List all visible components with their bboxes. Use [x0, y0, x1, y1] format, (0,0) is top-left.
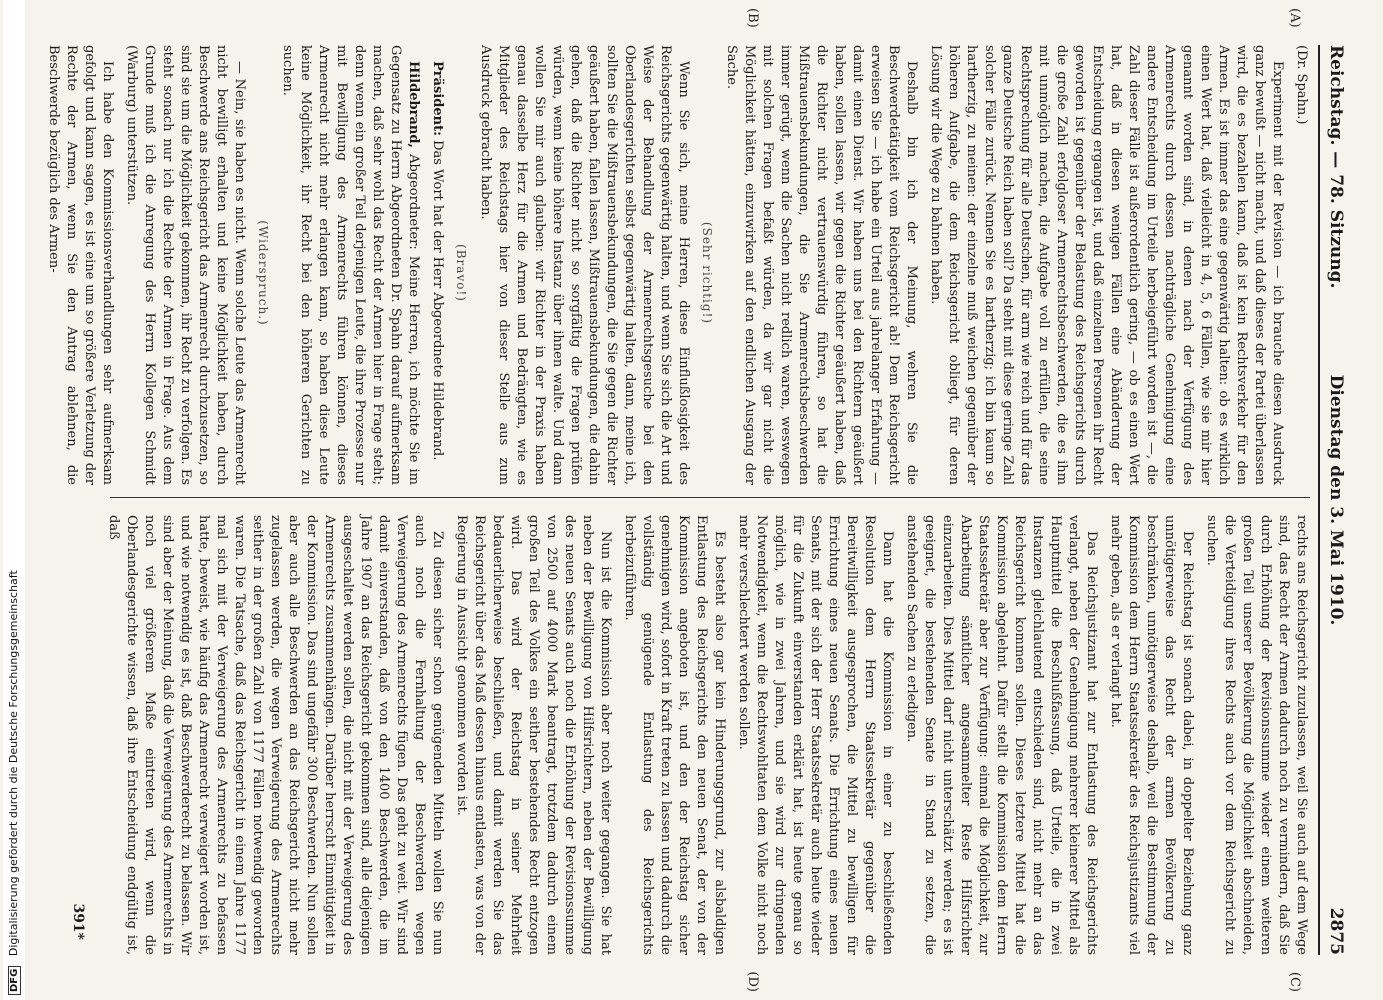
digitization-credit [7, 570, 21, 995]
president-label: Präsident: [430, 61, 445, 136]
header-page-number: 2875 [1326, 907, 1346, 955]
margin-marker-c: (C) [1287, 971, 1302, 992]
president-text: Das Wort hat der Herr Abgeordnete Hildebrand. [430, 140, 445, 461]
left-paragraph: — Nein, sie haben es nicht. Wenn solche Leute das Armenrecht nicht bewilligt erhalten und keine Möglichkeit haben, durch Beschwerde ans Reichsgericht das Armenrecht durchzusetzen, so sind sie um die Möglichkeit gekommen, ihr Recht zu verfolgen. Es steht sonach nur ich die Rechte der Armen in Frage. Aus dem Grunde muß ich die Anregung des Herrn Kollegen Schmidt (Warburg) unterstützen. [124, 45, 247, 485]
left-paragraph: Wenn Sie sich, meine Herren, diese Einflußlosigkeit des Reichsgerichts gegenwärtig halten, und wenn Sie sich die Art und Weise der Behandlung der Armenrechtsgesuche bei den Oberlandesgerichten selbst gegenwärtig halten, dann, meine ich, sollten Sie die Mißtrauensbekundungen, die Sie gegen die Richter geäußert haben, fallen lassen, Mißtrauensbekundungen, die dahin gehen, daß die Richter nicht so sorgfältig die Fragen prüfen würden, wenn keine höhere Instanz über ihnen walte. Und dann wollen Sie mir auch glauben: wir Richter in der Praxis haben genau dasselbe Herz für die Armen und Bedrängten, wie es Mitglieder des Reichstags hier von dieser Stelle aus zum Ausdruck gebracht haben. [478, 45, 691, 485]
right-paragraph: Nun ist die Kommission aber noch weiter gegangen. Sie hat neben der Bewilligung von Hilfsrichtern, neben der Bewilligung des neuen Senats auch noch die Erhöhung der Revisionssumme von 2500 auf 4000 Mark beantragt, trotzdem dadurch einem großen Teil des Volkes ein seither bestehendes Recht entzogen wird. Das wird der Reichstag in seiner Mehrheit bedauerlicherweise beschließen, und damit werden Sie das Reichsgericht über das Maß dessen hinaus entlasten, was von der Regierung in Aussicht genommen worden ist. [454, 515, 613, 955]
interjection: (Widerspruch.) [256, 220, 270, 326]
right-paragraph: Es besteht also gar kein Hinderungsgrund, zur alsbaldigen Entlastung des Reichsgerichts den neuen Senat, der von der Kommission angeboten ist, und den der Reichstag sicher genehmigen wird, sofort in Kraft treten zu lassen und dadurch die vollständig genügende Entlastung des Reichsgerichts herbeizuführen. [622, 515, 727, 955]
hildebrand-text: Abgeordneter: Meine Herren, ich möchte Sie im Gegensatz zu Herrn Abgeordneten Dr. Spahn darauf aufmerksam machen, daß sehr wohl das Recht der Armen hier in Frage steht; denn wenn ein großer Teil derjenigen Leute, die ihre Prozesse nur mit Bewilligung des Armenrechts führen können, dieses Armenrecht nicht mehr erlangen kann, so haben diese Leute keine Möglichkeit, ihr Recht bei den höheren Gerichten zu suchen. [280, 45, 421, 485]
margin-marker-a: (A) [1287, 8, 1302, 28]
dfg-logo-icon: DFG [8, 966, 21, 995]
right-paragraph: Der Reichstag ist sonach dabei, in doppelter Beziehung ganz unnötigerweise das Recht der armen Bevölkerung zu beschränken, unnötigerweise deshalb, weil die Bestimmung der Kommission dem Herrn Staatssekretär des Reichsjustizamts viel mehr geben, als er verlangt hat. [1108, 515, 1195, 955]
left-paragraph: Deshalb bin ich der Meinung, wehren Sie die Beschwerdetätigkeit vom Reichsgericht ab! Dem Reichsgericht erweisen Sie — ich habe ein Urteil aus jahrelanger Erfahrung — damit einen Dienst. Wir haben uns bei den Richtern geäußert haben, sollen lassen, wir gegen die Richter geäußert haben, daß die Richter nicht vertrauenswürdig führen, so hat die Mißtrauensbekundungen, die Sie Armenrechtsbeschwerden immer gerügt, wenn die Sachen nicht redlich waren, weswegen mit solchen Fragen befaßt würden, da wir gar nicht die Möglichkeit hätten, einzuwirken auf den endlichen Ausgang der Sache. [724, 45, 919, 485]
right-column [106, 515, 1310, 955]
margin-marker-d: (D) [745, 971, 760, 992]
right-paragraph: Das Reichsjustizamt hat zur Entlastung des Reichsgerichts verlangt, neben der Genehmigung mehrerer kleinerer Mittel als Hauptmittel die Beschlußfassung, daß Urteile, die in zwei Instanzen gleichlautend entschieden sind, nicht mehr an das Reichsgericht kommen sollen. Dieses letztere Mittel hat die Kommission abgelehnt. Dafür stellt die Kommission dem Herrn Staatssekretär aber zur Verfügung: einmal die Möglichkeit, zur Abarbeitung sämtlicher angesammelter Reste Hilfsrichter einzuarbeiten. Dies Mittel darf nicht unterschätzt werden; es ist geeignet, die bestehenden Senate in Stand zu setzen, die anstehenden Sachen zu erledigen. [904, 515, 1099, 955]
left-paragraph: Experiment mit der Revision — ich brauche diesen Ausdruck ganz bewußt — nicht macht, und daß dieses der Partei überlassen wird, die es bezahlen kann, daß ist kein Rechtsverkehr für den Armen. Es ist immer das eine gegenwärtig halten: ob es wirklich einen Wert hat, daß vielleicht in 4, 5, 6 Fällen, wie sie mir hier genannt worden sind, in denen nach der Verfügung des Armenrechts durch dessen nachträgliche Genehmigung eine andere Entscheidung im Urteile herbeigeführt worden ist —, die Zahl dieser Fälle ist außerordentlich gering, — ob es einen Wert hat, daß in diesen wenigen Fällen eine Abänderung der Entscheidung ergangen ist, und daß einzelnen Personen ihr Recht geworden ist gegenüber der Belastung des Reichsgerichts durch die große Zahl erfolgloser Armenrechtsbeschwerden, die es ihm mit unmöglich machen, die Aufgabe voll zu erfüllen, die seine Rechtsprechung für alle Deutschen, für arm wie reich und für das ganze Deutsche Reich haben soll? Da steht mit diese geringe Zahl solcher Fälle zurück. Nennen Sie es hartherzig; ich bin kaum so hartherzig, zu meinen: der einzelne muß weichen gegenüber der höheren Aufgabe, die dem Reichsgericht obliegt, für deren Lösung wir die Wege zu bahnen haben. [928, 45, 1285, 485]
speaker-reference: (Dr. Spahn.) [1294, 45, 1309, 125]
digitization-credit-strip [3, 0, 25, 1000]
credit-text: Digitalisierung gefördert durch die Deutsche Forschungsgemeinschaft [7, 570, 20, 957]
hildebrand-statement [278, 45, 422, 485]
president-statement [428, 45, 446, 485]
interjection: (Sehr richtig!) [700, 221, 714, 325]
hildebrand-label: Hildebrand, [406, 61, 421, 148]
right-paragraph: rechts ans Reichsgericht zuzulassen, weil Sie auch auf dem Wege sind, das Recht der Armen dadurch noch zu vermindern, daß Sie durch Erhöhung der Revisionssumme wieder einem weiteren großen Teil unserer Bevölkerung die Möglichkeit abschneiden, die Verteidigung ihres Rechts auch vor dem Reichsgericht zu suchen. [1204, 515, 1309, 955]
right-paragraph: Dann hat die Kommission in einer zu beschließenden Resolution dem Herrn Staatssekretär gegenüber die Bereitwilligkeit ausgesprochen, die Mittel zu bewilligen für Errichtung eines neuen Senats. Die Errichtung eines neuen Senats, mit der sich der Herr Staatssekretär auch heute wieder für die Zukunft einverstanden erklärt hat, ist heute genau so möglich, wie in zwei Jahren, und sie wird zur dringenden Notwendigkeit, wenn die Rechtswohltaten dem Volke nicht noch mehr verschlechtert werden sollen. [736, 515, 895, 955]
margin-marker-b: (B) [745, 8, 760, 28]
column-divider [110, 497, 1310, 498]
header-date: Dienstag den 3. Mai 1910. [1326, 374, 1346, 626]
right-paragraph: Zu diesen sicher schon genügenden Mitteln wollen Sie nun auch noch die Fernhaltung der Beschwerden wegen Verweigerung des Armenrechts fügen. Das geht zu weit. Wir sind damit einverstanden, daß von den 1400 Beschwerden, die im Jahre 1907 an das Reichsgericht gekommen sind, alle diejenigen ausgeschaltet werden sollen, die nicht mit der Verweigerung des Armenrechts zusammenhängen. Darüber herrscht Einmütigkeit in der Kommission. Das sind ungefähr 300 Beschwerden. Nun sollen aber auch alle Beschwerden an das Reichsgericht nicht mehr zugelassen werden, die wegen Verweigerung des Armenrechts seither in der großen Zahl von 1177 Fällen notwendig geworden waren. Die Tatsache, daß das Reichsgericht in einem Jahre 1177 mal sich mit der Verweigerung des Armenrechts zu befassen hatte, beweist, wie häufig das Armenrecht verweigert worden ist, und wie notwendig es ist, daß Beschwerderecht zu belassen. Wir sind aber der Meinung, daß die Verweigerung des Armenrechts in noch viel größerem Maße eintreten wird, wenn die Oberlandesgerichte wissen, daß ihre Entscheidung endgültig ist, daß [106, 515, 445, 955]
left-column [46, 45, 1310, 485]
interjection: (Bravo!) [454, 244, 468, 302]
header-session: Reichstag. — 78. Sitzung. [1326, 45, 1346, 289]
page-header [1318, 45, 1350, 955]
rotated-document-page [46, 0, 1380, 1000]
left-paragraph: Ich habe den Kommissionsverhandlungen sehr aufmerksam gefolgt und kann sagen, es ist eine um so größere Verletzung der Rechte der Armen, wenn Sie den Antrag ablehnen, die Beschwerde bezüglich des Armen- [46, 45, 115, 485]
signature-mark: 391* [70, 903, 86, 940]
